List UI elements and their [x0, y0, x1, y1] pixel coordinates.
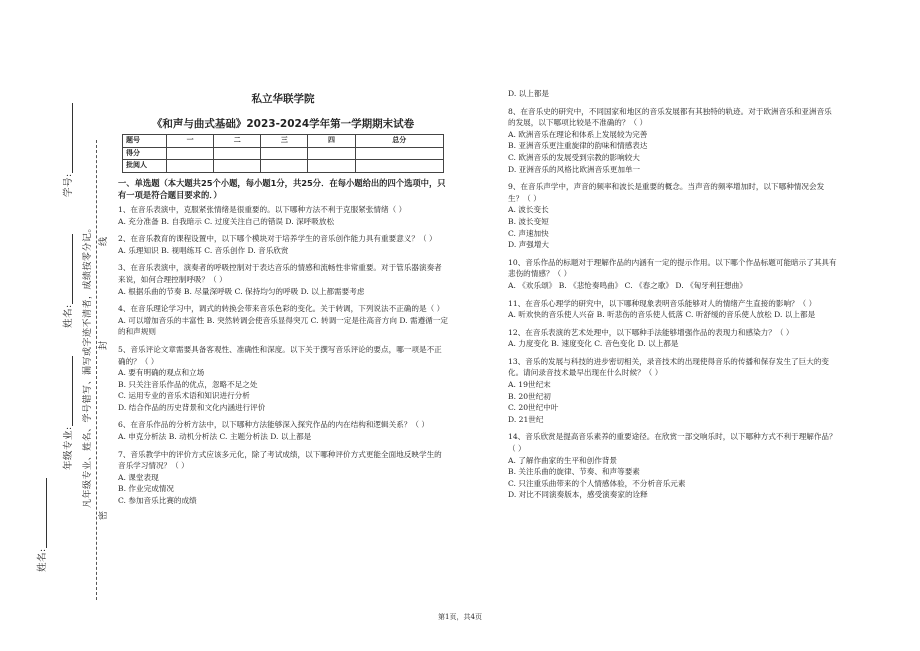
score-header-cell: 二 — [214, 135, 261, 148]
score-cell[interactable] — [308, 147, 355, 160]
binding-dashed-line — [96, 140, 97, 600]
question-stem: 11、在音乐心理学的研究中，以下哪种现象表明音乐能够对人的情绪产生直接的影响？（ ） — [508, 298, 817, 308]
score-header-cell: 总分 — [355, 135, 443, 148]
school-name: 私立华联学院 — [251, 93, 315, 105]
question-option: C. 运用专业的音乐术语和知识进行分析 — [118, 391, 250, 401]
grade-major-underline — [64, 356, 73, 426]
left-questions — [118, 204, 448, 507]
question-option: D. 结合作品的历史背景和文化内涵进行评价 — [118, 402, 266, 412]
score-header-cell: 三 — [261, 135, 308, 148]
score-row — [123, 147, 444, 160]
question-item — [508, 88, 838, 100]
question-option: C. 声速加快 — [508, 228, 549, 238]
question-option: A. 申克分析法 B. 动机分析法 C. 主题分析法 D. 以上都是 — [118, 432, 312, 442]
question-stem: 5、音乐评论文章需要具备客观性、准确性和深度。以下关于撰写音乐评论的要点，哪一项是不正确的？（ ） — [118, 344, 442, 366]
question-option: B. 作业完成情况 — [118, 484, 174, 494]
question-option: A. 乐理知识 B. 视唱练耳 C. 音乐创作 D. 音乐欣赏 — [118, 245, 289, 255]
question-option: C. 参加音乐比赛的成绩 — [118, 496, 197, 506]
question-stem: 2、在音乐教育的课程设置中，以下哪个模块对于培养学生的音乐创作能力具有重要意义？（ ） — [118, 234, 437, 244]
question-item — [508, 356, 838, 426]
reviewer-row — [123, 160, 444, 173]
question-stem: 1、在音乐表演中，克服紧张情绪是很重要的。以下哪种方法不利于克服紧张情绪（ ） — [118, 204, 407, 214]
question-option: C. 欧洲音乐的发展受到宗教的影响较大 — [508, 152, 640, 162]
question-option: D. 21世纪 — [508, 414, 544, 424]
reviewer-cell[interactable] — [167, 160, 214, 173]
section-1-title: 一、单选题（本大题共25个小题，每小题1分，共25分．在每小题给出的四个选项中，只有一项是符合题目要求的．） — [118, 177, 446, 200]
reviewer-cell[interactable] — [355, 160, 443, 173]
question-stem: 3、在音乐表演中，演奏者的呼吸控制对于表达音乐的情感和流畅性非常重要。对于管乐器演奏者来说，如何合理控制呼吸？（ ） — [118, 263, 442, 284]
question-option: A. 课堂表现 — [118, 472, 159, 482]
question-item — [508, 181, 838, 251]
question-stem: 7、音乐教学中的评价方式应该多元化，除了考试成绩，以下哪种评价方式更能全面地反映学生的音乐学习情况？（ ） — [118, 449, 442, 471]
question-option: A. 19世纪末 — [508, 380, 551, 390]
left-column — [118, 94, 448, 513]
score-cell[interactable] — [261, 147, 308, 160]
question-option: B. 20世纪初 — [508, 391, 551, 401]
question-item — [508, 106, 838, 176]
page-footer: 第1页，共4页 — [438, 613, 482, 621]
score-header-cell: 题号 — [123, 135, 167, 148]
question-stem: 14、音乐欣赏是提高音乐素养的重要途径。在欣赏一部交响乐时，以下哪种方式不利于理解作品？（ ） — [508, 432, 837, 454]
question-option: A. 根据乐曲的节奏 B. 尽量深呼吸 C. 保持均匀的呼吸 D. 以上都需要考虑 — [118, 286, 365, 296]
question-option: A. 力度变化 B. 速度变化 C. 音色变化 D. 以上都是 — [508, 339, 679, 349]
question-item — [118, 449, 448, 507]
question-option: A. 《欢乐颂》 B. 《悲怆奏鸣曲》 C. 《春之歌》 D. 《匈牙利狂想曲》 — [508, 280, 747, 290]
question-option: D. 对比不同演奏版本，感受演奏家的诠释 — [508, 490, 648, 500]
seal-char-mi: 密 — [96, 510, 109, 520]
question-option: A. 了解作曲家的生平和创作背景 — [508, 455, 618, 465]
question-option: C. 只注重乐曲带来的个人情感体验，不分析音乐元素 — [508, 478, 686, 488]
question-option: B. 波长变短 — [508, 216, 549, 226]
question-item — [118, 262, 448, 297]
question-stem: 9、在音乐声学中，声音的频率和波长是重要的概念。当声音的频率增加时，以下哪种情况会发生？（ ） — [508, 182, 825, 203]
grade-major-label: 年级专业: — [60, 356, 74, 470]
reviewer-cell[interactable] — [214, 160, 261, 173]
score-header-cell: 一 — [167, 135, 214, 148]
question-item — [508, 431, 838, 501]
question-stem: 4、在音乐理论学习中，调式的转换会带来音乐色彩的变化。关于转调，下列说法不正确的是（ ） — [118, 304, 445, 314]
score-cell[interactable] — [214, 147, 261, 160]
question-option: A. 充分准备 B. 自我暗示 C. 过度关注自己的错误 D. 深呼吸放松 — [118, 216, 335, 226]
name-underline-2 — [38, 478, 47, 548]
seal-char-feng: 封 — [96, 340, 109, 350]
question-option: D. 声强增大 — [508, 240, 550, 250]
question-option: A. 听欢快的音乐使人兴奋 B. 听悲伤的音乐使人低落 C. 听舒缓的音乐使人放松 D. 以上都是 — [508, 310, 816, 320]
question-option: A. 要有明确的观点和立场 — [118, 368, 205, 378]
reviewer-cell[interactable] — [308, 160, 355, 173]
score-header-cell: 四 — [308, 135, 355, 148]
question-option: A. 波长变长 — [508, 205, 549, 215]
name-label-1: 姓名: — [60, 234, 74, 328]
question-item — [118, 204, 448, 227]
question-option: D. 亚洲音乐的风格比欧洲音乐更加单一 — [508, 164, 641, 174]
name-label-2: 姓名: — [34, 478, 48, 572]
question-option: A. 可以增加音乐的丰富性 B. 突然转调会使音乐显得突兀 C. 转调一定是往高音方向 D. 需遵循一定的和声规则 — [118, 315, 448, 337]
score-cell[interactable] — [355, 147, 443, 160]
question-stem: 13、音乐的发展与科技的进步密切相关，录音技术的出现使得音乐的传播和保存发生了巨大的变化。请问录音技术最早出现在什么时候？（ ） — [508, 356, 830, 378]
seal-char-xian: 线 — [96, 236, 109, 246]
question-option: B. 亚洲音乐更注重旋律的韵味和情感表达 — [508, 141, 648, 151]
reviewer-row-label: 批阅人 — [123, 160, 167, 173]
question-item — [118, 233, 448, 256]
question-stem: 6、在音乐作品的分析方法中，以下哪种方法能够深入探究作品的内在结构和逻辑关系？（ ） — [118, 420, 429, 430]
question-item — [118, 344, 448, 414]
score-cell[interactable] — [167, 147, 214, 160]
student-id-underline — [64, 103, 73, 173]
question-stem: 8、在音乐史的研究中，不同国家和地区的音乐发展都有其独特的轨迹。对于欧洲音乐和亚洲音乐的发展，以下哪项比较是不准确的？（ ） — [508, 106, 832, 128]
question-item — [508, 298, 838, 321]
question-option: B. 只关注音乐作品的优点，忽略不足之处 — [118, 379, 258, 389]
binding-margin — [0, 0, 110, 651]
question-option: D. 以上都是 — [508, 89, 550, 98]
question-stem: 12、在音乐表演的艺术处理中，以下哪种手法能够增强作品的表现力和感染力？（ ） — [508, 327, 794, 337]
right-column — [508, 88, 838, 507]
binding-instruction: 凡年级专业、姓名、学号错写、漏写或字迹不清者，成绩按零分记。 — [83, 222, 93, 508]
question-stem: 10、音乐作品的标题对于理解作品的内涵有一定的提示作用。以下哪个作品标题可能暗示了其具有悲伤的情感？（ ） — [508, 257, 837, 279]
question-item — [508, 327, 838, 350]
question-option: B. 关注乐曲的旋律、节奏、和声等要素 — [508, 467, 640, 477]
question-option: C. 20世纪中叶 — [508, 403, 559, 413]
question-option: A. 欧洲音乐在理论和体系上发展较为完善 — [508, 129, 648, 139]
student-id-label: 学号: — [60, 103, 74, 197]
score-table — [122, 134, 444, 173]
name-underline-1 — [64, 234, 73, 304]
exam-title: 《和声与曲式基础》2023-2024学年第一学期期末试卷 — [151, 117, 415, 130]
reviewer-cell[interactable] — [261, 160, 308, 173]
score-row-label: 得分 — [123, 147, 167, 160]
right-questions — [508, 88, 838, 501]
question-item — [118, 303, 448, 338]
question-item — [508, 257, 838, 292]
score-table-header — [123, 135, 444, 148]
question-item — [118, 419, 448, 442]
